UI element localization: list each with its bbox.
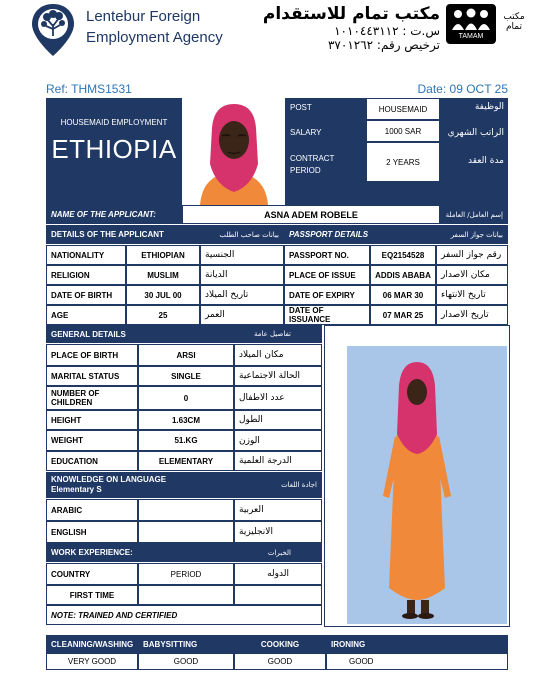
- detail-value-text: 30 JUL 00: [144, 290, 182, 300]
- language-value: [138, 499, 234, 521]
- country-ar: [234, 563, 322, 585]
- skill-value-text: GOOD: [349, 657, 374, 666]
- details-header-text: DETAILS OF THE APPLICANT: [51, 230, 164, 239]
- passport-label-text: DATE OF EXPIRY: [289, 290, 355, 300]
- passport-label: [284, 285, 370, 305]
- language-label: [46, 499, 138, 521]
- detail-value: [126, 245, 200, 265]
- general-value-text: 51.KG: [174, 436, 198, 445]
- passport-ar: [436, 245, 508, 265]
- detail-label-text: DATE OF BIRTH: [51, 290, 113, 300]
- language-ar-text: العربية: [239, 505, 264, 515]
- work-header: [46, 543, 322, 562]
- skill-value-1: [138, 653, 234, 670]
- passport-ar: [436, 305, 508, 325]
- passport-value-text: ADDIS ABABA: [375, 270, 431, 280]
- general-value-text: ELEMENTARY: [158, 456, 214, 466]
- applicant-name-text: ASNA ADEM ROBELE: [264, 209, 358, 220]
- general-value-text: 0: [183, 393, 189, 403]
- skill-value-text: VERY GOOD: [67, 657, 117, 666]
- language-label: [46, 521, 138, 543]
- applicant-full-body-photo: [324, 325, 510, 627]
- passport-value-text: EQ2154528: [381, 250, 425, 260]
- detail-value: [126, 265, 200, 285]
- general-label-text: EDUCATION: [51, 456, 98, 466]
- detail-value-text: ETHIOPIAN: [141, 250, 185, 260]
- post-label: POST: [290, 103, 312, 112]
- detail-label-text: NATIONALITY: [51, 250, 105, 260]
- passport-label-text: PLACE OF ISSUE: [289, 270, 356, 280]
- country-label-text: COUNTRY: [51, 569, 91, 579]
- banner-left: [46, 98, 182, 205]
- passport-ar-text: تاريخ الانتهاء: [441, 290, 486, 300]
- note: [46, 605, 322, 625]
- first-time-period: [138, 585, 234, 605]
- passport-value: [370, 305, 436, 325]
- period-label: [138, 563, 234, 585]
- general-label-text: PLACE OF BIRTH: [51, 350, 119, 360]
- general-ar: [234, 366, 322, 386]
- language-ar: [234, 499, 322, 521]
- passport-label-text: PASSPORT NO.: [289, 250, 349, 260]
- post-value-text: HOUSEMAID: [378, 104, 428, 114]
- detail-value: [126, 305, 200, 325]
- general-value: [138, 344, 234, 366]
- agency-name-en-line2: Employment Agency: [86, 29, 223, 46]
- general-value-text: 1.63CM: [171, 415, 200, 425]
- skill-header-2: [234, 635, 326, 653]
- skill-header-3: [326, 635, 508, 653]
- passport-ar-text: تاريخ الاصدار: [441, 310, 489, 320]
- detail-ar-text: الديانة: [205, 270, 228, 280]
- passport-value-text: 06 MAR 30: [382, 290, 424, 300]
- general-label: [46, 410, 138, 430]
- detail-label: [46, 265, 126, 285]
- passport-header-ar: بيانات جواز السفر: [450, 230, 503, 239]
- note-text: NOTE: TRAINED AND CERTIFIED: [51, 610, 178, 620]
- detail-ar-text: العمر: [205, 310, 225, 320]
- contract-value: [366, 142, 440, 182]
- language-header-text: KNOWLEDGE ON LANGUAGE: [51, 475, 167, 484]
- passport-ar: [436, 265, 508, 285]
- language-header-ar-text: اجادة اللغات: [281, 481, 317, 489]
- tamam-logo-text: TAMAM: [458, 33, 484, 40]
- details-header: [46, 225, 284, 244]
- general-header: [46, 325, 322, 343]
- general-label: [46, 344, 138, 366]
- agency-name-ar: مكتب تمام للاستقدام: [262, 4, 440, 24]
- name-ar: [440, 205, 508, 224]
- general-value-text: SINGLE: [171, 371, 201, 381]
- skill-header-1: [138, 635, 234, 653]
- detail-ar: [200, 245, 284, 265]
- banner-country: ETHIOPIA: [51, 134, 177, 164]
- language-label-text: ENGLISH: [51, 527, 87, 537]
- general-header-text: GENERAL DETAILS: [51, 329, 126, 339]
- document-date: Date: 09 OCT 25: [417, 82, 508, 96]
- detail-label-text: AGE: [51, 310, 69, 320]
- post-ar: الوظيفة: [474, 102, 504, 112]
- passport-header-text: PASSPORT DETAILS: [289, 230, 369, 239]
- passport-header: [284, 225, 508, 244]
- skill-value-2: [234, 653, 326, 670]
- general-value: [138, 386, 234, 410]
- skill-value-text: GOOD: [267, 657, 293, 666]
- language-value: [138, 521, 234, 543]
- passport-ar: [436, 285, 508, 305]
- contract-value-text: 2 YEARS: [386, 157, 420, 167]
- general-value-text: ARSI: [176, 350, 196, 360]
- general-value: [138, 451, 234, 471]
- general-ar: [234, 386, 322, 410]
- language-label-text: ARABIC: [51, 505, 83, 515]
- skill-header-text: CLEANING/WASHING: [51, 639, 134, 649]
- skill-header-0: [46, 635, 138, 653]
- detail-ar: [200, 305, 284, 325]
- first-time-text: FIRST TIME: [69, 590, 115, 600]
- contract-label: CONTRACT PERIOD: [290, 154, 335, 175]
- tamam-logo-ar: مكتب تمام: [503, 12, 525, 32]
- language-header: [46, 472, 184, 498]
- country-ar-text: الدوله: [267, 569, 289, 579]
- general-value: [138, 366, 234, 386]
- first-time-extra: [234, 585, 322, 605]
- general-label-text: HEIGHT: [51, 415, 82, 425]
- salary-ar: الراتب الشهري: [447, 128, 504, 138]
- first-time-label: [46, 585, 138, 605]
- passport-value: [370, 285, 436, 305]
- skill-header-text: IRONING: [331, 639, 366, 649]
- passport-ar-text: رقم جواز السفر: [441, 250, 502, 260]
- general-ar-text: عدد الاطفال: [239, 393, 285, 403]
- passport-value: [370, 265, 436, 285]
- details-header-ar: بيانات صاحب الطلب: [219, 230, 279, 239]
- salary-label: SALARY: [290, 128, 322, 137]
- detail-value: [126, 285, 200, 305]
- general-label: [46, 430, 138, 451]
- general-label-text: NUMBER OF CHILDREN: [51, 389, 100, 407]
- general-header-ar: تفاصيل عامة: [253, 330, 291, 338]
- agency-name-en-line1: Lentebur Foreign: [86, 8, 201, 25]
- general-ar-text: الحالة الاجتماعية: [239, 371, 300, 381]
- cr-number: س.ت : ١٠١٠٤٤٣١١٢: [334, 24, 440, 38]
- general-ar-text: الدرجة العلمية: [239, 456, 292, 466]
- contract-ar: مدة العقد: [468, 156, 504, 166]
- detail-ar-text: الجنسية: [205, 250, 235, 260]
- work-header-text: WORK EXPERIENCE:: [51, 548, 133, 557]
- agency-logo-pin: [30, 2, 76, 58]
- detail-label-text: RELIGION: [51, 270, 90, 280]
- language-level: Elementary S: [51, 485, 102, 494]
- applicant-name: [182, 205, 440, 224]
- general-label: [46, 366, 138, 386]
- language-ar-text: الانجليزية: [239, 527, 273, 537]
- general-label: [46, 386, 138, 410]
- passport-value: [370, 245, 436, 265]
- general-ar: [234, 344, 322, 366]
- passport-label: [284, 245, 370, 265]
- general-ar-text: الوزن: [239, 435, 260, 446]
- general-label: [46, 451, 138, 471]
- reference-number: Ref: THMS1531: [46, 82, 132, 96]
- language-ar: [234, 521, 322, 543]
- general-value: [138, 410, 234, 430]
- general-ar-text: الطول: [239, 415, 263, 425]
- detail-ar: [200, 285, 284, 305]
- passport-ar-text: مكان الاصدار: [441, 270, 490, 280]
- general-label-text: MARITAL STATUS: [51, 371, 120, 381]
- tamam-logo: [446, 4, 496, 44]
- language-header-ar: [184, 472, 322, 498]
- detail-label: [46, 245, 126, 265]
- passport-label: [284, 305, 370, 325]
- general-ar: [234, 430, 322, 451]
- name-ar-text: إسم العامل/ العاملة: [445, 210, 503, 219]
- detail-value-text: 25: [158, 310, 168, 320]
- skill-header-text: BABYSITTING: [143, 639, 198, 649]
- detail-value-text: MUSLIM: [147, 270, 179, 280]
- passport-label-text: DATE OF ISSUANCE: [289, 306, 331, 324]
- skill-value-0: [46, 653, 138, 670]
- general-value: [138, 430, 234, 451]
- skill-value-3: [326, 653, 508, 670]
- name-label: [46, 205, 182, 224]
- period-label-text: PERIOD: [170, 569, 202, 579]
- detail-label: [46, 285, 126, 305]
- skill-value-text: GOOD: [173, 657, 199, 666]
- salary-value-text: 1000 SAR: [384, 126, 422, 136]
- skill-header-text: COOKING: [260, 639, 300, 649]
- detail-ar: [200, 265, 284, 285]
- banner-title: HOUSEMAID EMPLOYMENT: [60, 118, 168, 127]
- passport-value-text: 07 MAR 25: [382, 310, 424, 320]
- name-label-text: NAME OF THE APPLICANT:: [51, 210, 156, 219]
- post-value: [366, 98, 440, 120]
- license-number: ترخيص رقم: ٣٧٠١٢٦٢: [327, 38, 440, 52]
- detail-label: [46, 305, 126, 325]
- general-ar-text: مكان الميلاد: [239, 350, 284, 360]
- country-label: [46, 563, 138, 585]
- applicant-portrait: [182, 98, 285, 205]
- detail-ar-text: تاريخ الميلاد: [205, 290, 249, 300]
- salary-value: [366, 120, 440, 142]
- passport-label: [284, 265, 370, 285]
- work-header-ar: الخبرات: [267, 548, 291, 557]
- general-ar: [234, 451, 322, 471]
- general-ar: [234, 410, 322, 430]
- general-label-text: WEIGHT: [51, 436, 83, 445]
